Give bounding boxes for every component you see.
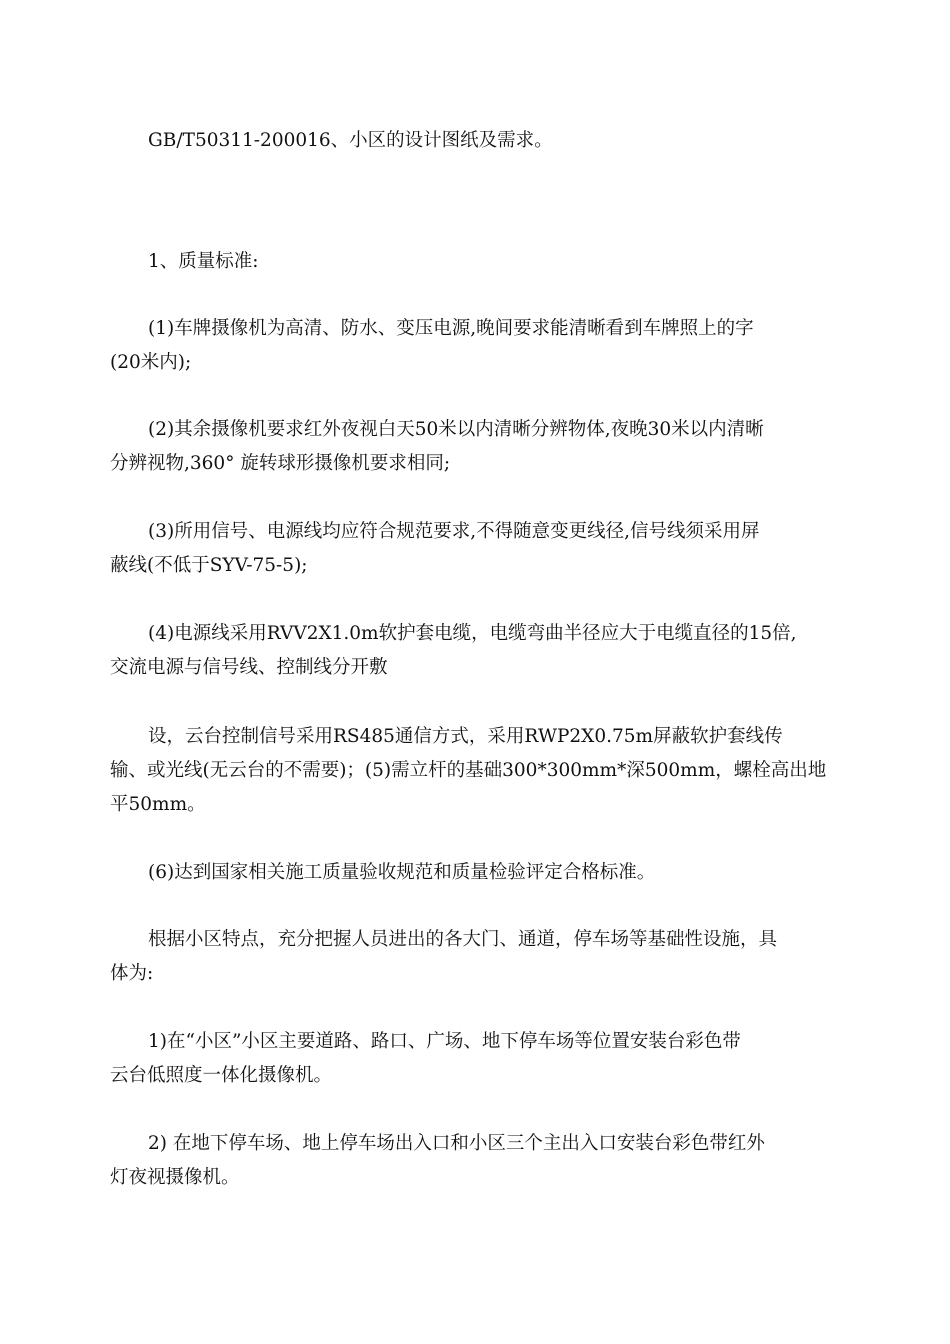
text-line: (6)达到国家相关施工质量验收规范和质量检验评定合格标准。 (148, 862, 656, 883)
paragraph-item-4 (110, 617, 850, 685)
text-line: (20米内); (110, 352, 192, 373)
text-line: 2) 在地下停车场、地上停车场出入口和小区三个主出入口安装台彩色带红外 (148, 1133, 765, 1154)
text-line: (1)车牌摄像机为高清、防水、变压电源,晚间要求能清晰看到车牌照上的字 (148, 318, 754, 339)
paragraph-install-2 (110, 1127, 850, 1195)
text-line: (2)其余摄像机要求红外夜视白天50米以内清晰分辨物体,夜晚30米以内清晰 (148, 419, 764, 440)
text-line: 交流电源与信号线、控制线分开敷 (110, 657, 388, 678)
text-line: 蔽线(不低于SYV-75-5); (110, 555, 308, 576)
paragraph-standard-ref (110, 124, 850, 158)
text-line: (3)所用信号、电源线均应符合规范要求,不得随意变更线径,信号线须采用屏 (148, 521, 760, 542)
text-line: GB/T50311-200016、小区的设计图纸及需求。 (148, 130, 553, 151)
text-line: 分辨视物,360° 旋转球形摄像机要求相同; (110, 453, 451, 474)
text-line: 体为: (110, 963, 154, 984)
text-line: 平50mm。 (110, 794, 206, 815)
text-line: 灯夜视摄像机。 (110, 1167, 240, 1188)
paragraph-install-1 (110, 1025, 850, 1093)
text-line: 根据小区特点，充分把握人员进出的各大门、通道，停车场等基础性设施，具 (148, 929, 778, 950)
paragraph-quality-heading (110, 245, 850, 279)
text-line: 输、或光线(无云台的不需要)；(5)需立杆的基础300*300mm*深500mm，螺栓高出地 (110, 760, 827, 781)
text-line: 云台低照度一体化摄像机。 (110, 1065, 333, 1086)
text-line: 设，云台控制信号采用RS485通信方式，采用RWP2X0.75m屏蔽软护套线传 (148, 726, 783, 747)
paragraph-item-2 (110, 413, 850, 481)
text-line: (4)电源线采用RVV2X1.0m软护套电缆，电缆弯曲半径应大于电缆直径的15倍, (148, 623, 797, 644)
text-line: 1、质量标准: (148, 251, 259, 272)
paragraph-item-6 (110, 856, 850, 890)
paragraph-item-4-continued (110, 720, 850, 822)
paragraph-site-features (110, 923, 850, 991)
paragraph-item-1 (110, 312, 850, 380)
text-line: 1)在“小区”小区主要道路、路口、广场、地下停车场等位置安装台彩色带 (148, 1031, 741, 1052)
paragraph-item-3 (110, 515, 850, 583)
